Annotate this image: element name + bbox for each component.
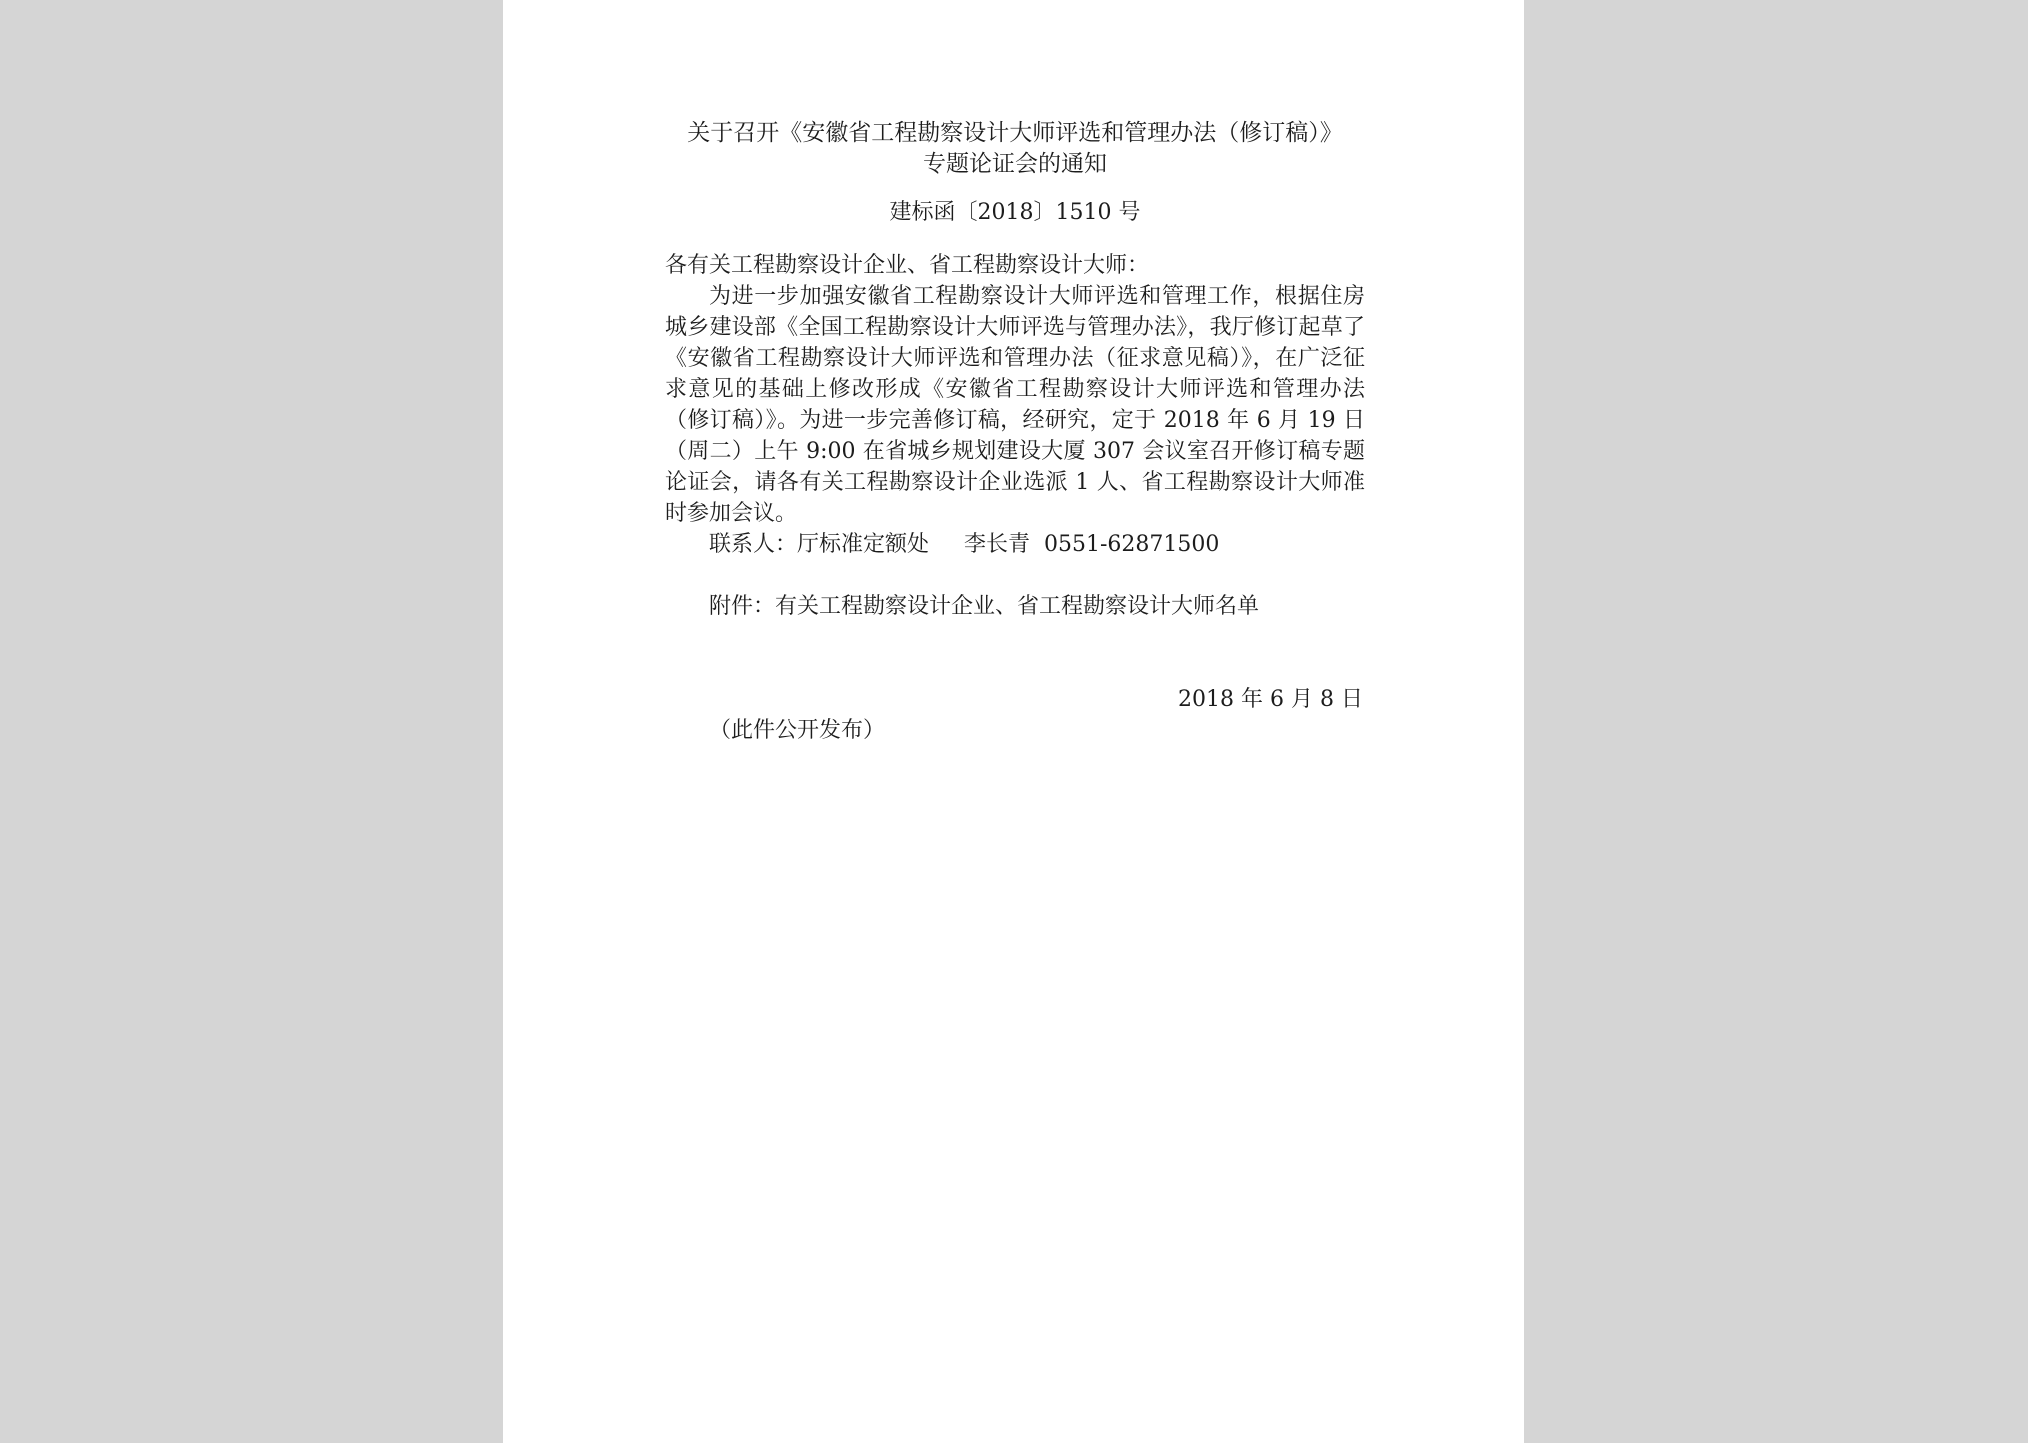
body-paragraph: 为进一步加强安徽省工程勘察设计大师评选和管理工作，根据住房城乡建设部《全国工程勘察设计大师评选与管理办法》，我厅修订起草了《安徽省工程勘察设计大师评选和管理办法（征求意见稿）》，在广泛征求意见的基础上修改形成《安徽省工程勘察设计大师评选和管理办法（修订稿）》。为进一步完善修订稿，经研究，定于 2018 年 6 月 19 日（周二）上午 9:00 在省城乡规划建设大厦 307 会议室召开修订稿专题论证会，请各有关工程勘察设计企业选派 1 人、省工程勘察设计大师准时参加会议。	[665, 284, 1365, 526]
publication-note: （此件公开发布）	[709, 718, 886, 743]
issue-date: 2018 年 6 月 8 日	[1178, 687, 1363, 712]
document-content	[665, 118, 1365, 746]
document-number: 建标函〔2018〕1510 号	[889, 200, 1141, 225]
attachment-line: 附件：有关工程勘察设计企业、省工程勘察设计大师名单	[709, 594, 1260, 619]
document-page	[503, 0, 1524, 1443]
document-title-line2: 专题论证会的通知	[923, 151, 1107, 177]
contact-line: 联系人：厅标准定额处 李长青 0551-62871500	[709, 532, 1220, 557]
salutation: 各有关工程勘察设计企业、省工程勘察设计大师：	[665, 253, 1150, 278]
document-title-line1: 关于召开《安徽省工程勘察设计大师评选和管理办法（修订稿）》	[687, 120, 1343, 146]
